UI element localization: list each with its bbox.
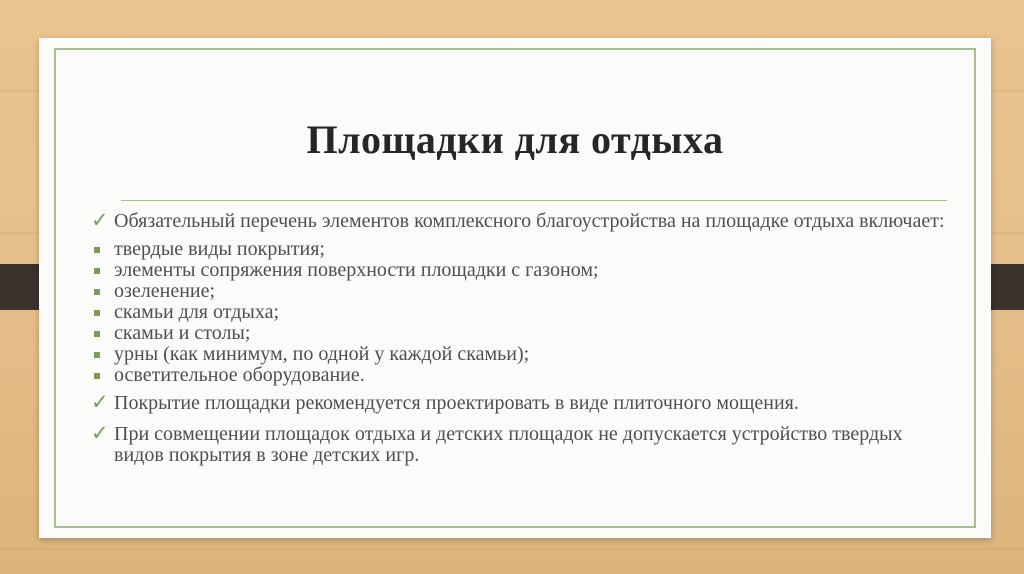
check-item (91, 390, 951, 414)
list-item (91, 365, 951, 386)
item-text: озеленение; (114, 280, 216, 302)
list-item (91, 260, 951, 281)
item-text: твердые виды покрытия; (114, 238, 325, 260)
wood-texture (0, 548, 1024, 550)
slide-title: Площадки для отдыха (306, 117, 724, 162)
list-item (91, 281, 951, 302)
list-item (91, 323, 951, 344)
title-divider (121, 200, 947, 201)
square-bullet-icon (94, 310, 100, 316)
checkmark-icon: ✓ (91, 208, 109, 232)
square-bullet-icon (94, 289, 100, 295)
item-text: скамьи для отдыха; (114, 301, 279, 323)
square-bullet-icon (94, 247, 100, 253)
square-bullet-icon (94, 352, 100, 358)
square-bullet-icon (94, 373, 100, 379)
list-item (91, 302, 951, 323)
item-text: Обязательный перечень элементов комплексного благоустройства на площадке отдыха включает: (114, 210, 945, 232)
square-bullet-icon (94, 268, 100, 274)
item-text: скамьи и столы; (114, 322, 251, 344)
slide-content (91, 208, 951, 466)
check-item (91, 421, 951, 466)
checkmark-icon: ✓ (91, 390, 109, 414)
item-text: осветительное оборудование. (114, 364, 365, 386)
item-text: Покрытие площадки рекомендуется проектировать в виде плиточного мощения. (114, 392, 799, 414)
item-text: При совмещении площадок отдыха и детских площадок не допускается устройство твердых видов покрытия в зоне детских игр. (114, 423, 903, 466)
checkmark-icon: ✓ (91, 421, 109, 445)
check-item (91, 208, 951, 232)
item-text: урны (как минимум, по одной у каждой скамьи); (114, 343, 530, 365)
item-text: элементы сопряжения поверхности площадки с газоном; (114, 259, 599, 281)
list-item (91, 239, 951, 260)
slide-card (39, 38, 991, 538)
square-bullet-icon (94, 331, 100, 337)
list-item (91, 344, 951, 365)
